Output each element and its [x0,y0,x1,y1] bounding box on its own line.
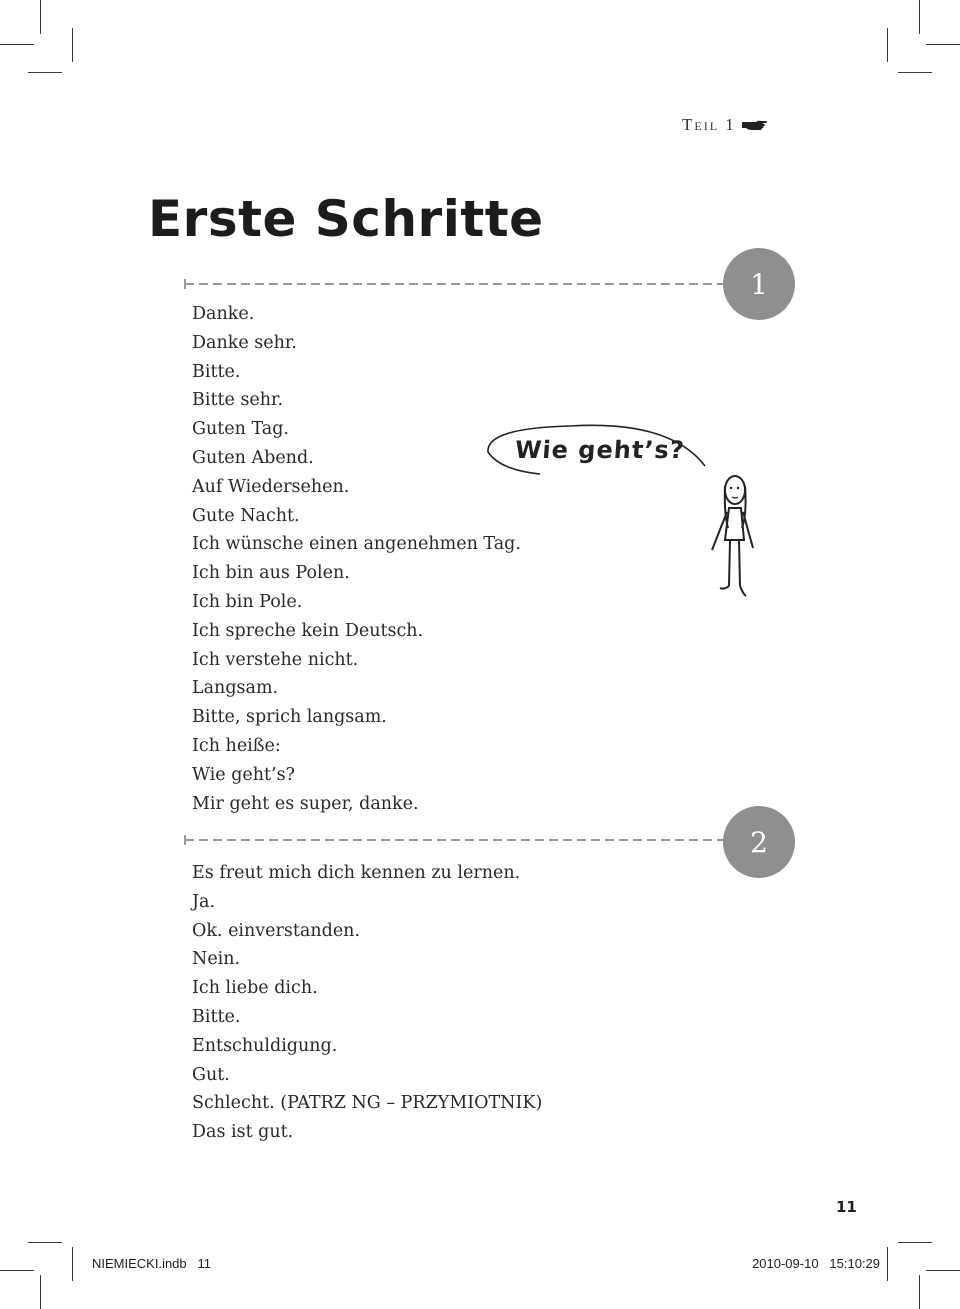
phrase: Auf Wiedersehen. [192,476,350,497]
section-number-badge: 2 [723,806,795,878]
phrase: Ich heiße: [192,735,281,756]
crop-mark [72,28,73,62]
phrase: Ok. einverstanden. [192,920,361,941]
crop-mark [72,1247,73,1281]
phrase-list [192,859,542,1147]
phrase: Bitte, sprich langsam. [192,707,387,728]
crop-mark [898,72,932,73]
phrase: Ich bin Pole. [192,591,303,612]
crop-mark [0,44,34,45]
crop-mark [926,1270,960,1271]
speech-bubble-text: Wie geht’s? [514,436,686,464]
page-number: 11 [836,1198,857,1216]
crop-mark [887,1247,888,1281]
phrase: Es freut mich dich kennen zu lernen. [192,863,521,883]
phrase: Ich liebe dich. [192,978,318,999]
phrase: Schlecht. (PATRZ NG – PRZYMIOTNIK) [192,1093,543,1114]
crop-mark [28,1242,62,1243]
crop-mark [28,72,62,73]
phrase: Ich verstehe nicht. [192,649,359,670]
phrase: Bitte sehr. [192,390,284,411]
phrase: Ich wünsche einen angenehmen Tag. [192,534,521,555]
phrase: Mir geht es super, danke. [192,793,419,814]
phrase: Gut. [192,1064,230,1085]
phrase: Wie geht’s? [192,764,295,785]
chapter-title: Erste Schritte [148,190,544,248]
crop-mark [887,28,888,62]
phrase: Bitte. [192,1006,241,1027]
crop-mark [919,1275,920,1309]
dashed-rule [183,278,731,290]
phrase: Ich spreche kein Deutsch. [192,620,424,641]
phrase: Guten Tag. [192,419,289,440]
phrase: Danke sehr. [192,332,297,353]
crop-mark [926,44,960,45]
crop-mark [0,1270,34,1271]
crop-mark [40,1275,41,1309]
phrase: Nein. [192,949,241,970]
phrase: Entschuldigung. [192,1035,338,1056]
phrase: Danke. [192,304,255,324]
crop-mark [40,0,41,34]
phrase: Gute Nacht. [192,505,300,526]
phrase: Das ist gut. [192,1122,294,1143]
print-slug-file: NIEMIECKI.indb 11 [92,1256,211,1271]
running-head-label: Teil 1 [682,115,736,134]
pointing-hand-icon [742,119,768,131]
phrase: Ich bin aus Polen. [192,563,350,584]
crop-mark [919,0,920,34]
dashed-rule [183,834,731,846]
phrase: Guten Abend. [192,447,314,468]
running-head [682,115,768,135]
section-number-badge: 1 [723,248,795,320]
phrase: Ja. [192,891,216,912]
phrase: Bitte. [192,361,241,382]
crop-mark [898,1242,932,1243]
print-slug-timestamp: 2010-09-10 15:10:29 [752,1256,880,1271]
phrase-list [192,300,521,818]
phrase: Langsam. [192,678,279,699]
